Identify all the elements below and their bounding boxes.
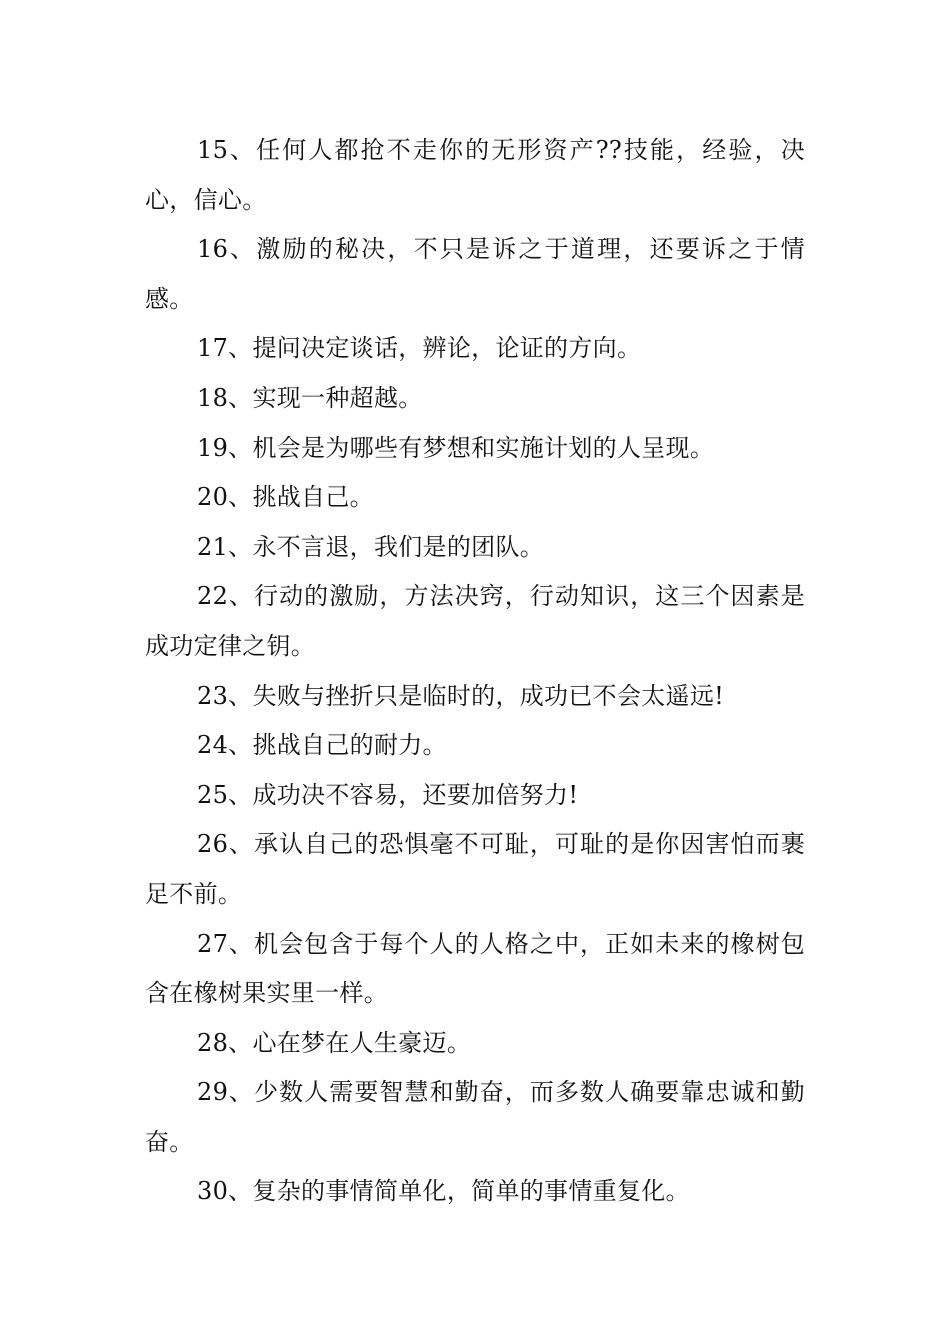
- paragraph-20: 20、挑战自己。: [197, 483, 374, 512]
- paragraph-29: 29、少数人需要智慧和勤奋，而多数人确要靠忠诚和勤奋。: [145, 1078, 805, 1156]
- paragraph-21: 21、永不言退，我们是的团队。: [197, 532, 545, 561]
- paragraph-26: 26、承认自己的恐惧毫不可耻，可耻的是你因害怕而裹足不前。: [145, 830, 805, 908]
- paragraph-19: 19、机会是为哪些有梦想和实施计划的人呈现。: [197, 433, 715, 462]
- paragraph-27: 27、机会包含于每个人的人格之中，正如未来的橡树包含在橡树果实里一样。: [145, 929, 805, 1008]
- paragraph-28: 28、心在梦在人生豪迈。: [197, 1028, 472, 1057]
- paragraph-23: 23、失败与挫折只是临时的，成功已不会太遥远!: [197, 681, 725, 710]
- paragraph-30: 30、复杂的事情简单化，简单的事情重复化。: [197, 1177, 690, 1206]
- paragraph-22: 22、行动的激励，方法决窍，行动知识，这三个因素是成功定律之钥。: [145, 582, 805, 660]
- paragraph-15: 15、任何人都抢不走你的无形资产??技能，经验，决心，信心。: [145, 136, 805, 214]
- document-body: [145, 126, 805, 1217]
- paragraph-17: 17、提问决定谈话，辨论，论证的方向。: [197, 334, 642, 363]
- paragraph-16: 16、激励的秘决，不只是诉之于道理，还要诉之于情感。: [145, 235, 805, 313]
- paragraph-24: 24、挑战自己的耐力。: [197, 731, 447, 760]
- paragraph-18: 18、实现一种超越。: [197, 383, 423, 412]
- paragraph-25: 25、成功决不容易，还要加倍努力!: [197, 780, 579, 809]
